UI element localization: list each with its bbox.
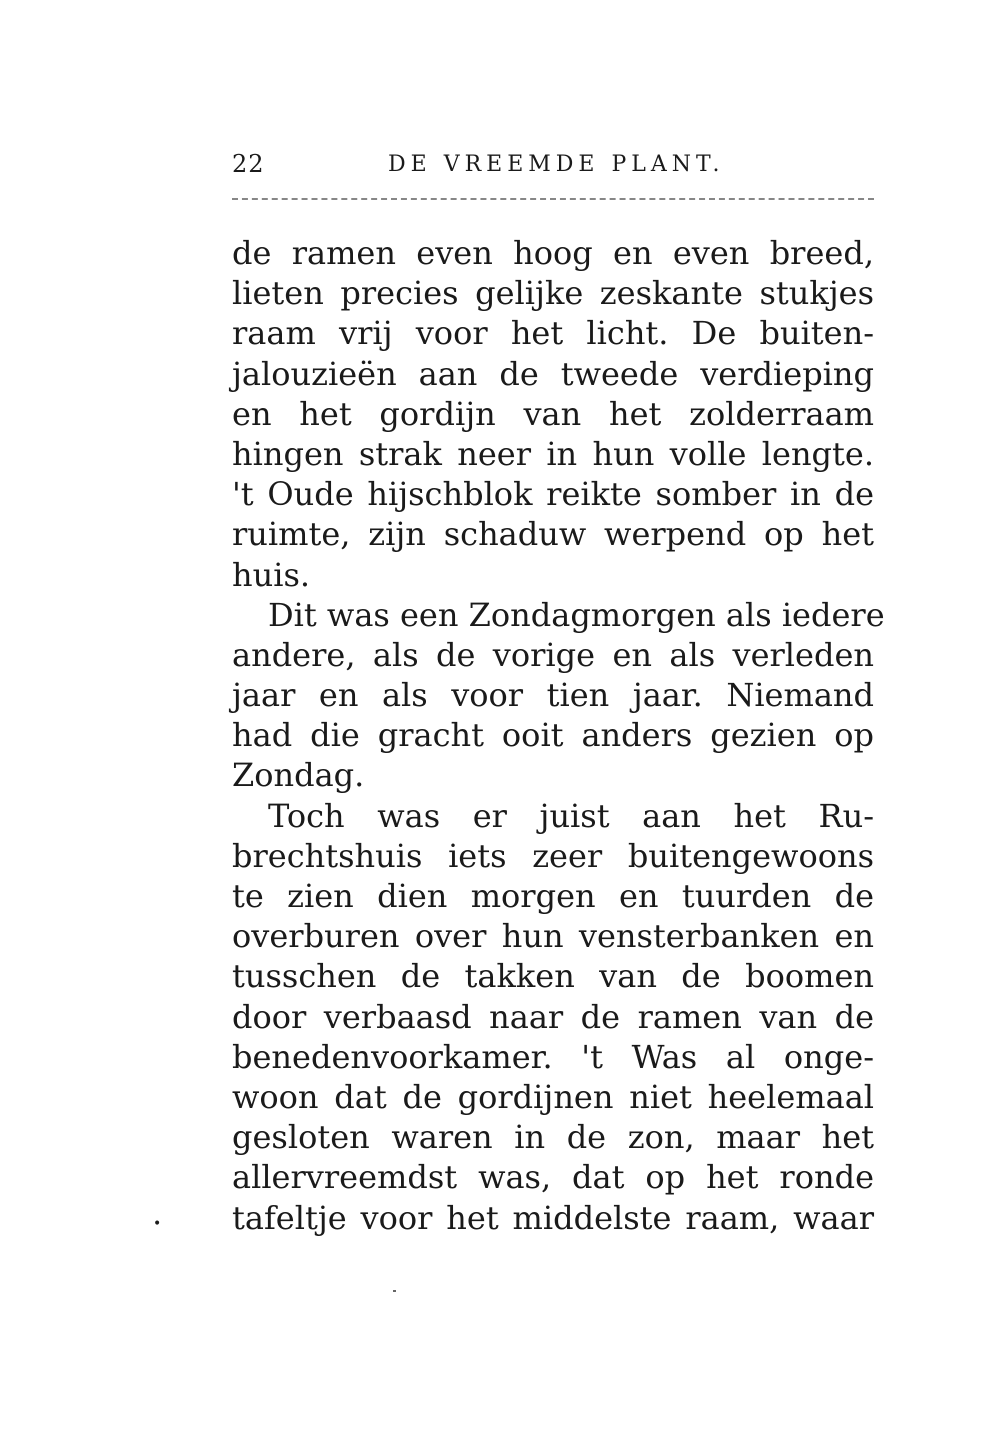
text-line: brechtshuis iets zeer buitengewoons xyxy=(232,836,874,875)
text-line: ruimte, zijn schaduw werpend op het xyxy=(232,515,874,554)
print-speck xyxy=(393,1290,396,1292)
text-line: Dit was een Zondagmorgen als iedere xyxy=(268,595,885,634)
text-line: en het gordijn van het zolderraam xyxy=(232,394,874,433)
text-line: te zien dien morgen en tuurden de xyxy=(232,877,874,915)
text-line: allervreemdst was, dat op het ronde xyxy=(232,1158,874,1197)
header-rule xyxy=(232,198,874,200)
text-line: tafeltje voor het middelste raam, waar xyxy=(232,1198,874,1237)
text-line: Zondag. xyxy=(232,756,365,795)
margin-mark: • xyxy=(153,1216,162,1232)
text-line: lieten precies gelijke zeskante stukjes xyxy=(232,274,874,313)
text-line: huis. xyxy=(232,555,311,594)
running-header xyxy=(232,150,874,190)
body-text xyxy=(232,233,885,1238)
text-line: de ramen even hoog en even breed, xyxy=(232,234,874,272)
text-line: tusschen de takken van de boomen xyxy=(232,957,874,996)
text-line: hingen strak neer in hun volle lengte. xyxy=(232,434,874,473)
paragraph xyxy=(232,796,874,1238)
text-line: Toch was er juist aan het Ru- xyxy=(268,796,874,835)
text-line: overburen over hun vensterbanken en xyxy=(232,917,874,956)
text-line: door verbaasd naar de ramen van de xyxy=(232,997,874,1036)
text-line: 't Oude hijschblok reikte somber in de xyxy=(232,475,874,514)
text-line: jaar en als voor tien jaar. Niemand xyxy=(232,676,874,715)
page-number: 22 xyxy=(232,150,265,178)
paragraph xyxy=(232,233,874,595)
text-line: woon dat de gordijnen niet heelemaal xyxy=(232,1077,874,1116)
running-title: DE VREEMDE PLANT. xyxy=(388,152,725,177)
text-line: raam vrij voor het licht. De buiten- xyxy=(232,314,874,353)
text-line: jalouzieën aan de tweede verdieping xyxy=(232,354,874,393)
text-line: benedenvoorkamer. 't Was al onge- xyxy=(232,1037,874,1076)
text-line: had die gracht ooit anders gezien op xyxy=(232,716,874,755)
text-line: andere, als de vorige en als verleden xyxy=(232,635,874,674)
text-line: gesloten waren in de zon, maar het xyxy=(232,1118,874,1157)
paragraph xyxy=(232,595,885,796)
